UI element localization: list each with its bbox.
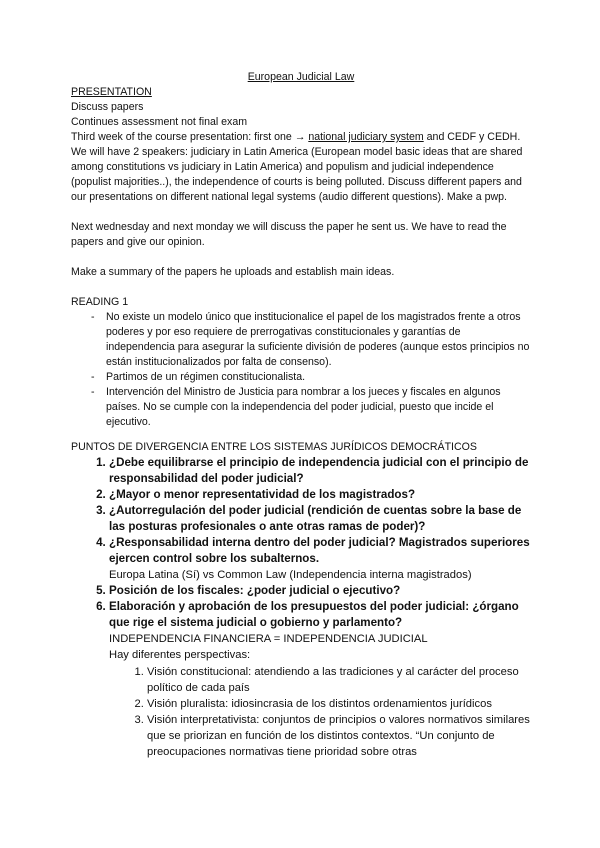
- list-item: 3. Visión interpretativista: conjuntos de principios o valores normativos similares que se priorizan en función de los distintos contextos. “Un conjunto de preocupaciones normativas tiene prioridad sobre otras: [147, 712, 531, 760]
- list-item: - Intervención del Ministro de Justicia para nombrar a los jueces y fiscales en algunos países. No se cumple con la independencia del poder judicial, puesto que incide el ejecutivo.: [106, 385, 531, 430]
- presentation-heading: PRESENTATION: [71, 86, 152, 98]
- question-2: ¿Mayor o menor representatividad de los magistrados?: [109, 488, 416, 501]
- summary-paragraph: Make a summary of the papers he uploads and establish main ideas.: [71, 266, 395, 278]
- question-1: ¿Debe equilibrarse el principio de independencia judicial con el principio de responsabilidad del poder judicial?: [109, 456, 529, 485]
- list-item: [109, 487, 531, 503]
- list-item: [109, 599, 531, 760]
- reading-list: [71, 310, 531, 430]
- list-item: 1. Visión constitucional: atendiendo a las tradiciones y al carácter del proceso político de cada país: [147, 664, 531, 696]
- question-4-note: Europa Latina (Sí) vs Common Law (Independencia interna magistrados): [109, 569, 472, 581]
- presentation-line-2: Continues assessment not final exam: [71, 116, 248, 128]
- question-4: ¿Responsabilidad interna dentro del poder judicial? Magistrados superiores ejercen control sobre los subalternos.: [109, 536, 530, 565]
- list-item: [109, 503, 531, 535]
- list-item: [109, 583, 531, 599]
- list-item: 2. Visión pluralista: idiosincrasia de los distintos ordenamientos jurídicos: [147, 696, 531, 712]
- presentation-paragraph: [71, 130, 531, 205]
- question-6: Elaboración y aprobación de los presupuestos del poder judicial: ¿órgano que rige el sistema judicial o gobierno y parlamento?: [109, 600, 519, 629]
- question-6-note-2: Hay diferentes perspectivas:: [109, 649, 251, 661]
- para-pre: Third week of the course presentation: first one →: [71, 131, 309, 143]
- list-item: [109, 535, 531, 583]
- divergence-heading: PUNTOS DE DIVERGENCIA ENTRE LOS SISTEMAS JURÍDICOS DEMOCRÁTICOS: [71, 441, 477, 453]
- presentation-line-1: Discuss papers: [71, 101, 144, 113]
- list-item: - Partimos de un régimen constitucionalista.: [106, 370, 531, 385]
- next-week-paragraph: Next wednesday and next monday we will discuss the paper he sent us. We have to read the papers and give our opinion.: [71, 221, 507, 248]
- para-post: and CEDF y CEDH. We will have 2 speakers: judiciary in Latin America (European model basic ideas that are shared among constitutions vs judiciary in Latin America) and populism and judicial independence (populist majorities..), the independence of courts is being polluted. Discuss different papers and our presentations on different national legal systems (audio different questions). Make a pwp.: [71, 131, 523, 203]
- divergence-list: [71, 455, 531, 760]
- reading-heading: READING 1: [71, 296, 129, 308]
- question-5: Posición de los fiscales: ¿poder judicial o ejecutivo?: [109, 584, 401, 597]
- national-judiciary-link: national judiciary system: [308, 131, 424, 143]
- document-page: [71, 70, 531, 760]
- question-3: ¿Autorregulación del poder judicial (rendición de cuentas sobre la base de las posturas profesionales o ante otras ramas de poder)?: [109, 504, 522, 533]
- list-item: - No existe un modelo único que institucionalice el papel de los magistrados frente a otros poderes y por eso requiere de prerrogativas constitucionales y garantías de independencia para asegurar la suficiente división de poderes (aunque estos principios no están institucionalizados por falta de consenso).: [106, 310, 531, 370]
- question-6-note-1: INDEPENDENCIA FINANCIERA = INDEPENDENCIA JUDICIAL: [109, 633, 428, 645]
- views-list: [109, 664, 531, 760]
- list-item: [109, 455, 531, 487]
- document-title: European Judicial Law: [247, 71, 355, 83]
